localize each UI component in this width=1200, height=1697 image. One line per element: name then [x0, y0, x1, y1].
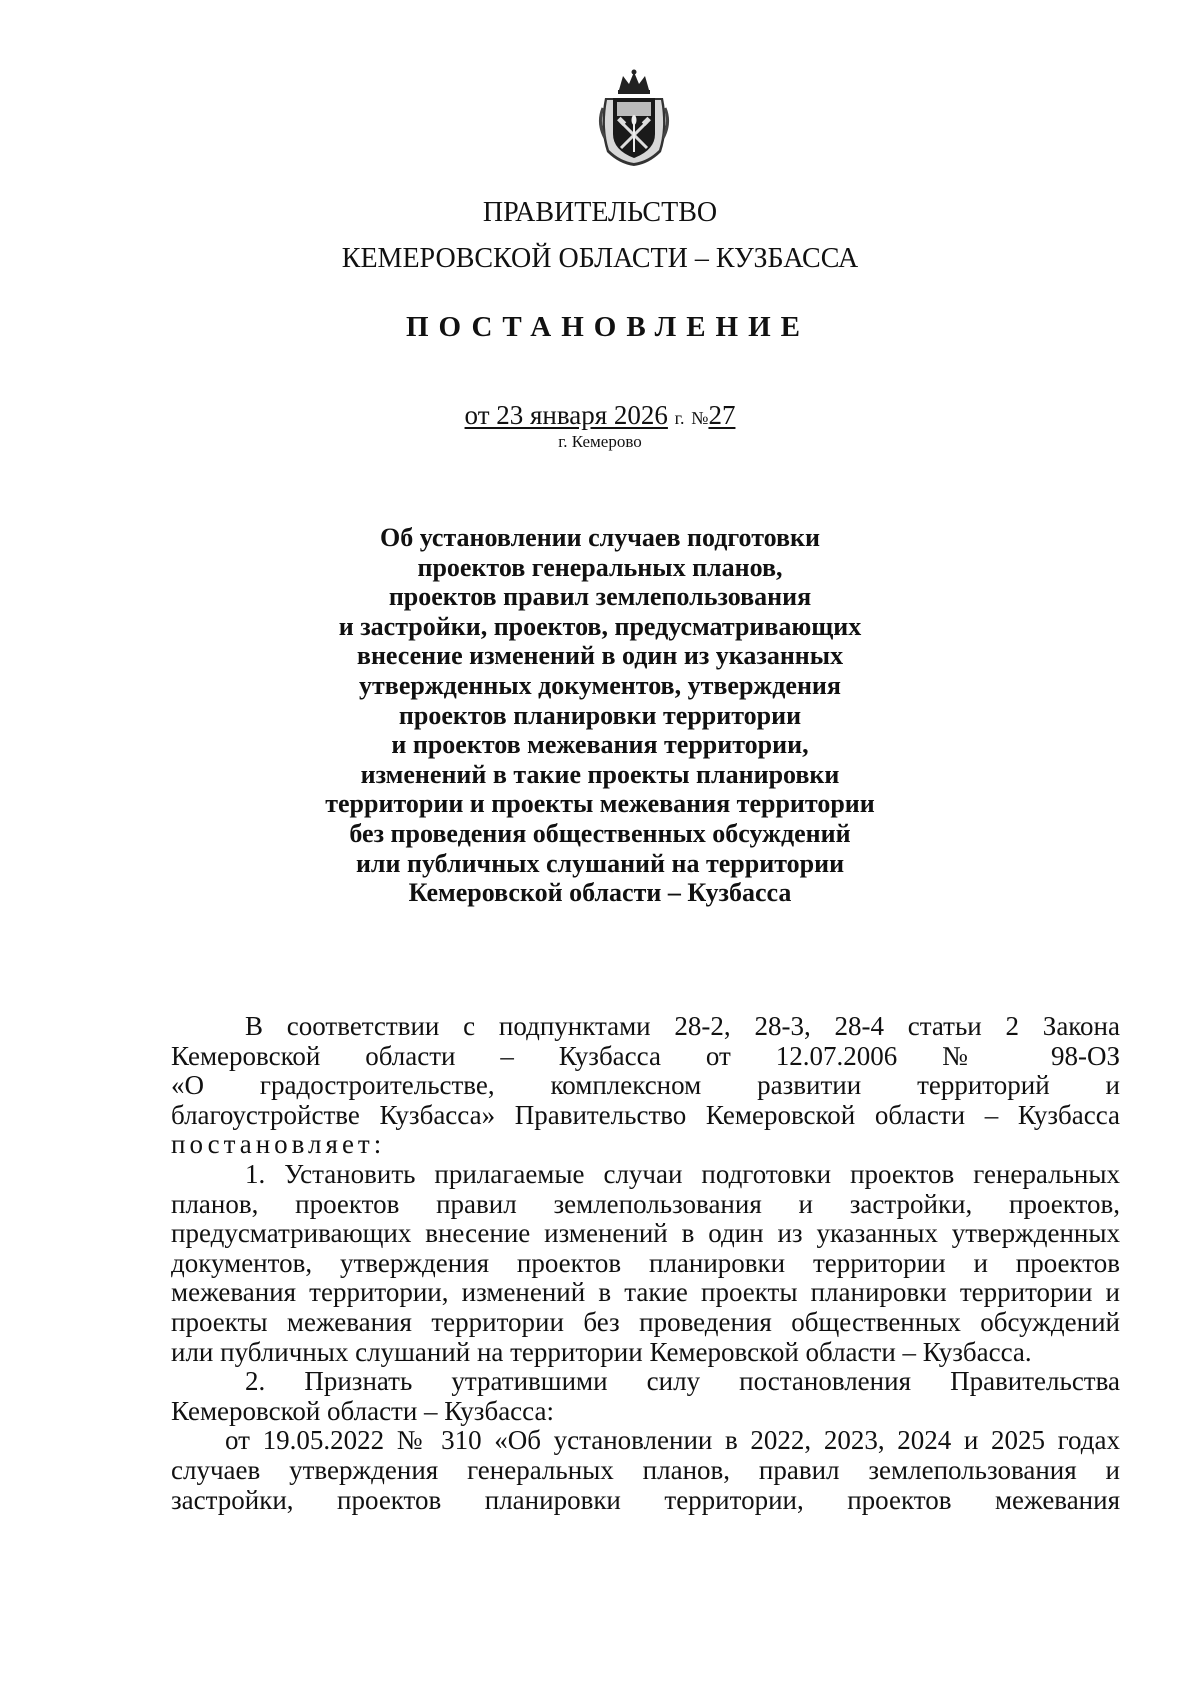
- body-line: 1. Установить прилагаемые случаи подготовки проектов генеральных: [245, 1158, 1120, 1189]
- title-line: Об установлении случаев подготовки: [379, 523, 820, 552]
- document-type: ПОСТАНОВЛЕНИЕ: [405, 311, 810, 343]
- title-line: Кемеровской области – Кузбасса: [408, 878, 792, 908]
- title-line: проектов генеральных планов,: [417, 552, 783, 582]
- body-line: В соответствии с подпунктами 28-2, 28-3, 28-4 статьи 2 Закона: [245, 1011, 1120, 1041]
- body-line: проекты межевания территории без проведения общественных обсуждений: [171, 1306, 1120, 1337]
- decree-number: 27: [708, 400, 736, 430]
- title-line: или публичных слушаний на территории: [355, 848, 845, 878]
- number-sign: №: [691, 408, 709, 428]
- title-line: и проектов межевания территории,: [391, 730, 809, 760]
- body-line: документов, утверждения проектов планировки территории и проектов: [171, 1247, 1120, 1278]
- title-line: изменений в такие проекты планировки: [360, 759, 840, 789]
- body-line: предусматривающих внесение изменений в один из указанных утвержденных: [171, 1218, 1120, 1249]
- body-line: «О градостроительстве, комплексном развитии территорий и: [171, 1070, 1120, 1101]
- body-line: постановляет:: [171, 1129, 386, 1160]
- title-line: без проведения общественных обсуждений: [349, 818, 851, 848]
- body-line: от 19.05.2022 № 310 «Об установлении в 2022, 2023, 2024 и 2025 годах: [225, 1425, 1120, 1456]
- body-line: планов, проектов правил землепользования и застройки, проектов,: [171, 1188, 1120, 1219]
- title-line: и застройки, проектов, предусматривающих: [338, 611, 862, 641]
- body-line: случаев утверждения генеральных планов, правил землепользования и: [171, 1454, 1120, 1485]
- decree-title: [0, 523, 1200, 908]
- body-line: Кемеровской области – Кузбасса:: [171, 1395, 554, 1426]
- decree-body: [171, 1012, 1120, 1515]
- year-suffix: г.: [674, 408, 685, 428]
- date-number-line: [0, 399, 1200, 434]
- body-line: или публичных слушаний на территории Кемеровской области – Кузбасса.: [171, 1336, 1032, 1367]
- body-line: Кемеровской области – Кузбасса от 12.07.2006 № 98-ОЗ: [171, 1040, 1120, 1071]
- title-line: проектов планировки территории: [398, 700, 802, 730]
- coat-of-arms-icon: [593, 68, 675, 168]
- title-line: проектов правил землепользования: [388, 582, 812, 612]
- org-name-line2: КЕМЕРОВСКОЙ ОБЛАСТИ – КУЗБАССА: [341, 243, 859, 274]
- decree-date: от 23 января 2026: [464, 400, 668, 430]
- title-line: внесение изменений в один из указанных: [356, 641, 844, 671]
- body-line: межевания территории, изменений в такие проекты планировки территории и: [171, 1277, 1120, 1308]
- body-line: 2. Признать утратившими силу постановления Правительства: [245, 1366, 1120, 1397]
- title-line: территории и проекты межевания территории: [325, 789, 875, 819]
- body-line: застройки, проектов планировки территории, проектов межевания: [171, 1484, 1120, 1515]
- title-line: утвержденных документов, утверждения: [359, 670, 841, 700]
- org-name-line1: ПРАВИТЕЛЬСТВО: [482, 197, 718, 228]
- body-line: благоустройстве Кузбасса» Правительство Кемеровской области – Кузбасса: [171, 1099, 1120, 1130]
- city-name: г. Кемерово: [558, 432, 642, 451]
